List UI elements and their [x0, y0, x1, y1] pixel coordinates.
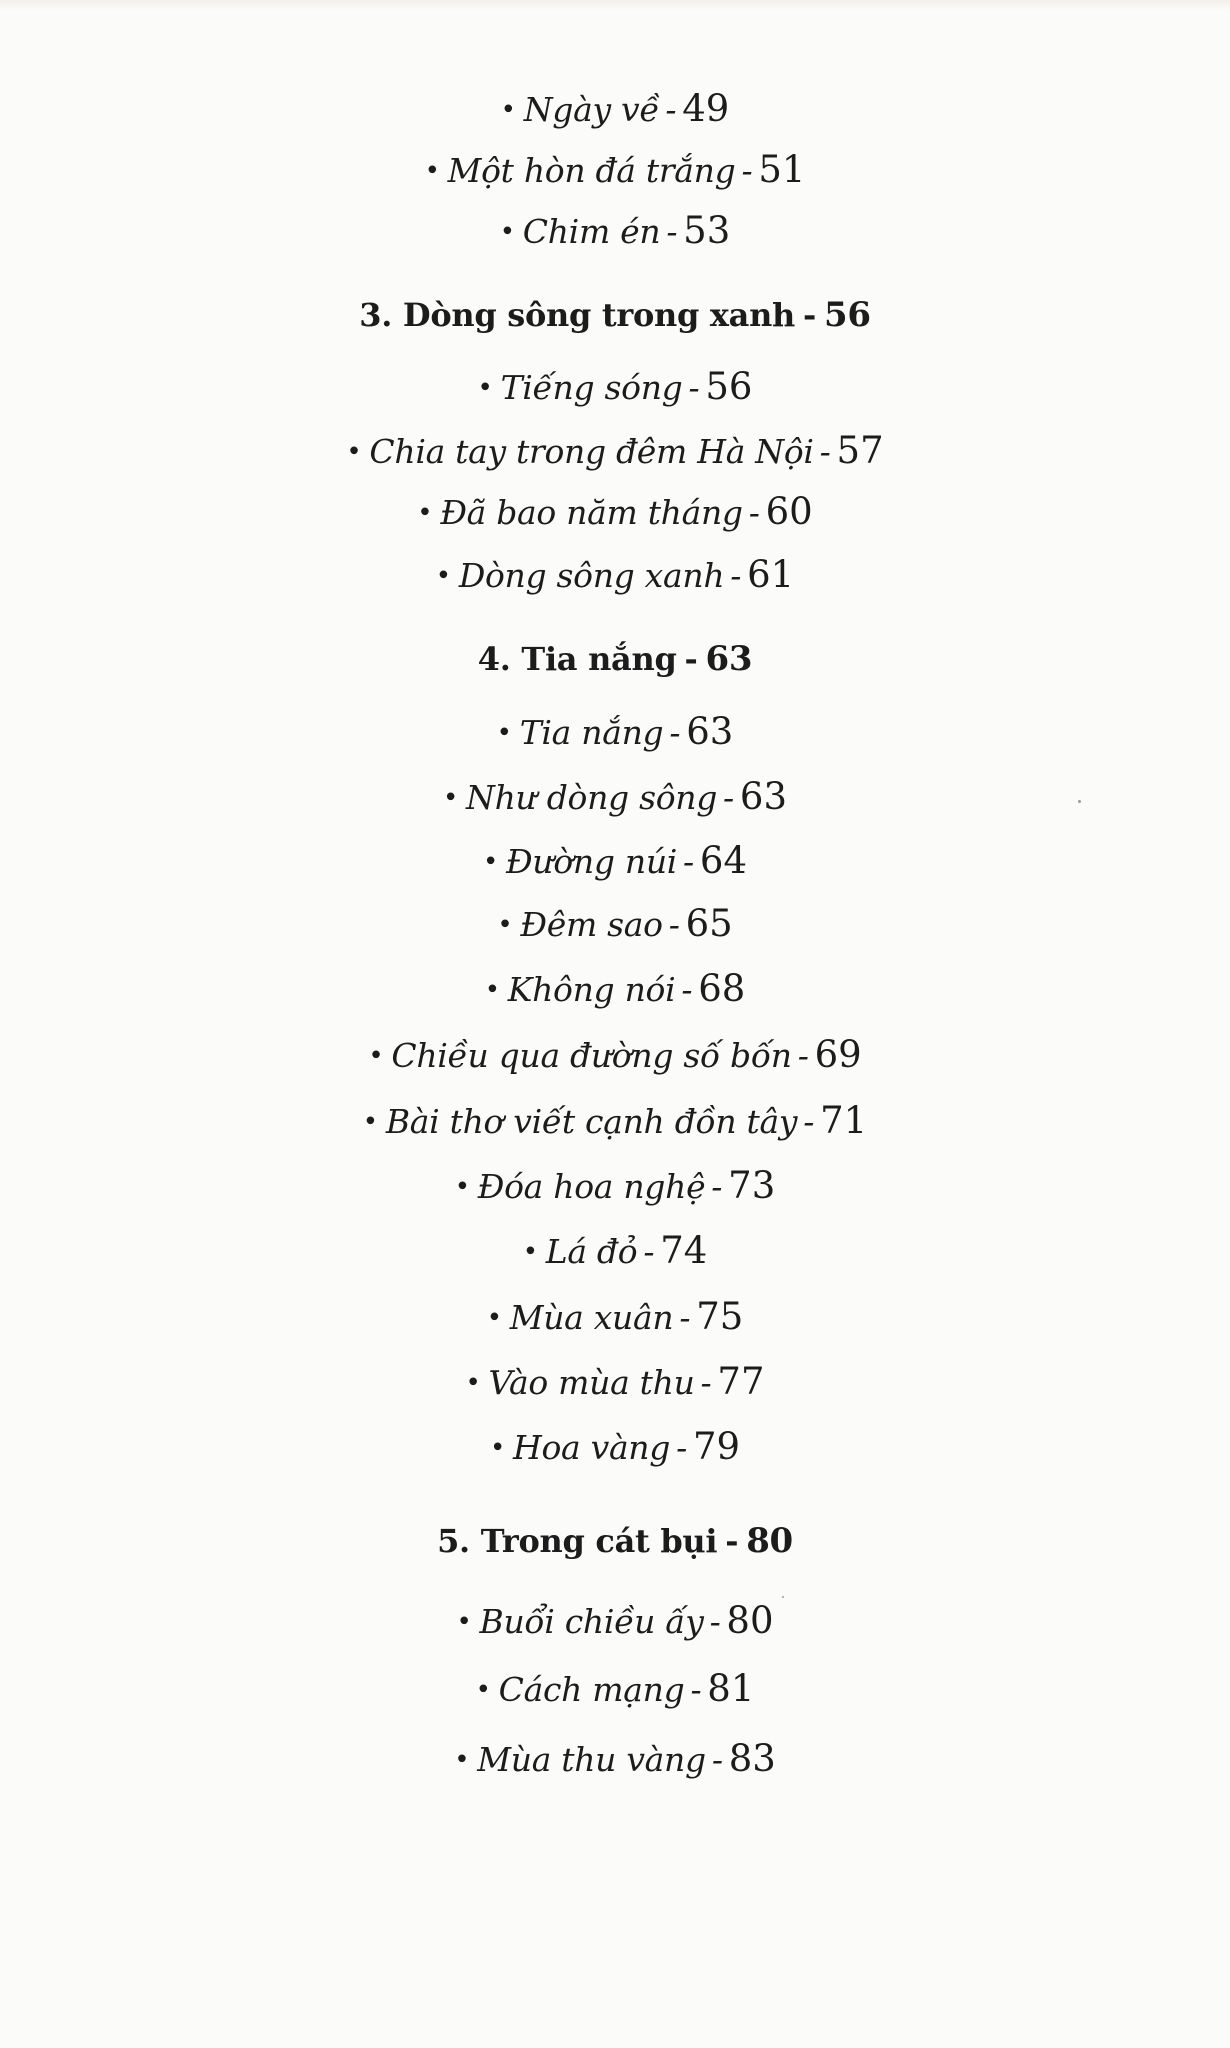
entry-title: Mùa xuân: [509, 1298, 674, 1337]
toc-entry: [0, 902, 1230, 945]
entry-title: Chia tay trong đêm Hà Nội: [369, 432, 814, 471]
entry-separator: -: [797, 1036, 809, 1075]
toc-entry: [0, 1737, 1230, 1780]
toc-entry: [0, 839, 1230, 882]
entry-page-number: 53: [683, 209, 731, 252]
toc-entry: [0, 87, 1230, 130]
toc-entry: [0, 490, 1230, 533]
bullet-icon: •: [499, 217, 515, 247]
entry-page-number: 81: [707, 1667, 755, 1710]
bullet-icon: •: [454, 1172, 470, 1202]
bullet-icon: •: [456, 1607, 472, 1637]
entry-separator: -: [690, 1670, 702, 1709]
entry-separator: -: [679, 1298, 691, 1337]
entry-title: Đã bao năm tháng: [440, 493, 743, 532]
entry-separator: -: [688, 368, 700, 407]
bullet-icon: •: [496, 718, 512, 748]
entry-page-number: 77: [717, 1360, 765, 1403]
bullet-icon: •: [497, 910, 513, 940]
entry-page-number: 80: [726, 1599, 774, 1642]
bullet-icon: •: [500, 95, 516, 125]
entry-page-number: 60: [765, 490, 813, 533]
entry-separator: -: [748, 493, 760, 532]
section-title: 5. Trong cát bụi: [437, 1522, 718, 1560]
entry-separator: -: [668, 905, 680, 944]
bullet-icon: •: [435, 561, 451, 591]
entry-separator: -: [711, 1740, 723, 1779]
section-title: 3. Dòng sông trong xanh: [359, 296, 796, 334]
toc-entry: [0, 1033, 1230, 1076]
toc-entry: [0, 967, 1230, 1010]
toc-entry: [0, 429, 1230, 472]
toc-entry: [0, 1229, 1230, 1272]
toc-section-heading: [0, 639, 1230, 679]
toc-entry: [0, 365, 1230, 408]
bullet-icon: •: [522, 1237, 538, 1267]
entry-separator: -: [676, 1428, 687, 1467]
toc-entry: [0, 1295, 1230, 1338]
entry-separator: -: [684, 640, 698, 678]
bullet-icon: •: [368, 1041, 384, 1071]
entry-title: Đường núi: [506, 842, 678, 881]
toc-entry: [0, 1425, 1230, 1468]
entry-separator: -: [803, 296, 817, 334]
entry-separator: -: [665, 90, 677, 129]
entry-page-number: 51: [758, 148, 806, 191]
entry-title: Không nói: [507, 970, 676, 1009]
entry-page-number: 56: [705, 365, 753, 408]
bullet-icon: •: [483, 847, 499, 877]
bullet-icon: •: [477, 373, 493, 403]
entry-page-number: 79: [692, 1425, 741, 1468]
entry-separator: -: [725, 1522, 739, 1560]
bullet-icon: •: [442, 783, 459, 813]
entry-page-number: 64: [699, 839, 747, 882]
entry-title: Tia nắng: [519, 713, 664, 752]
entry-page-number: 83: [728, 1737, 776, 1780]
bullet-icon: •: [454, 1745, 470, 1775]
entry-title: Lá đỏ: [545, 1232, 638, 1271]
paper-speck: [782, 1596, 784, 1598]
entry-title: Buổi chiều ấy: [479, 1602, 704, 1641]
toc-entry: [0, 775, 1230, 818]
entry-separator: -: [681, 970, 693, 1009]
entry-page-number: 65: [685, 902, 733, 945]
entry-separator: -: [741, 151, 753, 190]
section-page-number: 63: [705, 639, 753, 679]
entry-page-number: 71: [820, 1099, 868, 1142]
bullet-icon: •: [489, 1433, 505, 1463]
entry-title: Bài thơ viết cạnh đồn tây: [385, 1102, 798, 1141]
entry-separator: -: [643, 1232, 655, 1271]
bullet-icon: •: [484, 975, 500, 1005]
entry-title: Như dòng sông: [466, 778, 718, 817]
entry-separator: -: [709, 1602, 721, 1641]
entry-separator: -: [683, 842, 694, 881]
bullet-icon: •: [362, 1107, 378, 1137]
entry-title: Chim én: [522, 212, 661, 251]
toc-entry: [0, 1099, 1230, 1142]
entry-page-number: 73: [728, 1164, 776, 1207]
entry-separator: -: [669, 713, 681, 752]
entry-title: Chiều qua đường số bốn: [391, 1036, 792, 1075]
toc-section-heading: [0, 1521, 1230, 1561]
section-page-number: 80: [746, 1521, 793, 1561]
entry-page-number: 74: [660, 1229, 708, 1272]
entry-title: Vào mùa thu: [488, 1363, 695, 1402]
entry-title: Tiếng sóng: [500, 368, 683, 407]
entry-page-number: 61: [747, 553, 795, 596]
entry-title: Một hòn đá trắng: [447, 151, 736, 190]
entry-title: Ngày về: [523, 90, 660, 129]
entry-page-number: 57: [836, 429, 884, 472]
entry-separator: -: [711, 1167, 723, 1206]
entry-title: Dòng sông xanh: [458, 556, 725, 595]
entry-title: Đóa hoa nghệ: [477, 1167, 706, 1206]
bullet-icon: •: [486, 1303, 502, 1333]
section-title: 4. Tia nắng: [477, 640, 677, 678]
entry-page-number: 63: [739, 775, 787, 818]
entry-separator: -: [723, 778, 734, 817]
entry-page-number: 63: [686, 710, 734, 753]
entry-separator: -: [666, 212, 678, 251]
entry-page-number: 69: [814, 1033, 862, 1076]
entry-separator: -: [803, 1102, 815, 1141]
entry-page-number: 75: [696, 1295, 744, 1338]
entry-title: Hoa vàng: [512, 1428, 671, 1467]
toc-entry: [0, 1667, 1230, 1710]
bullet-icon: •: [417, 498, 433, 528]
toc-entry: [0, 148, 1230, 191]
bullet-icon: •: [346, 437, 362, 467]
toc-entry: [0, 209, 1230, 252]
entry-separator: -: [819, 432, 831, 471]
bullet-icon: •: [475, 1675, 491, 1705]
toc-entry: [0, 1164, 1230, 1207]
toc-entry: [0, 1599, 1230, 1642]
toc-entry: [0, 1360, 1230, 1403]
bullet-icon: •: [424, 156, 440, 186]
entry-separator: -: [730, 556, 742, 595]
entry-title: Đêm sao: [520, 905, 663, 944]
bullet-icon: •: [465, 1368, 481, 1398]
entry-title: Mùa thu vàng: [477, 1740, 706, 1779]
toc-section-heading: [0, 295, 1230, 335]
section-page-number: 56: [824, 295, 871, 335]
entry-separator: -: [700, 1363, 712, 1402]
paper-speck: [1078, 800, 1081, 803]
toc-entry: [0, 710, 1230, 753]
entry-page-number: 68: [698, 967, 746, 1010]
toc-entry: [0, 553, 1230, 596]
entry-page-number: 49: [682, 87, 730, 130]
entry-title: Cách mạng: [498, 1670, 685, 1709]
